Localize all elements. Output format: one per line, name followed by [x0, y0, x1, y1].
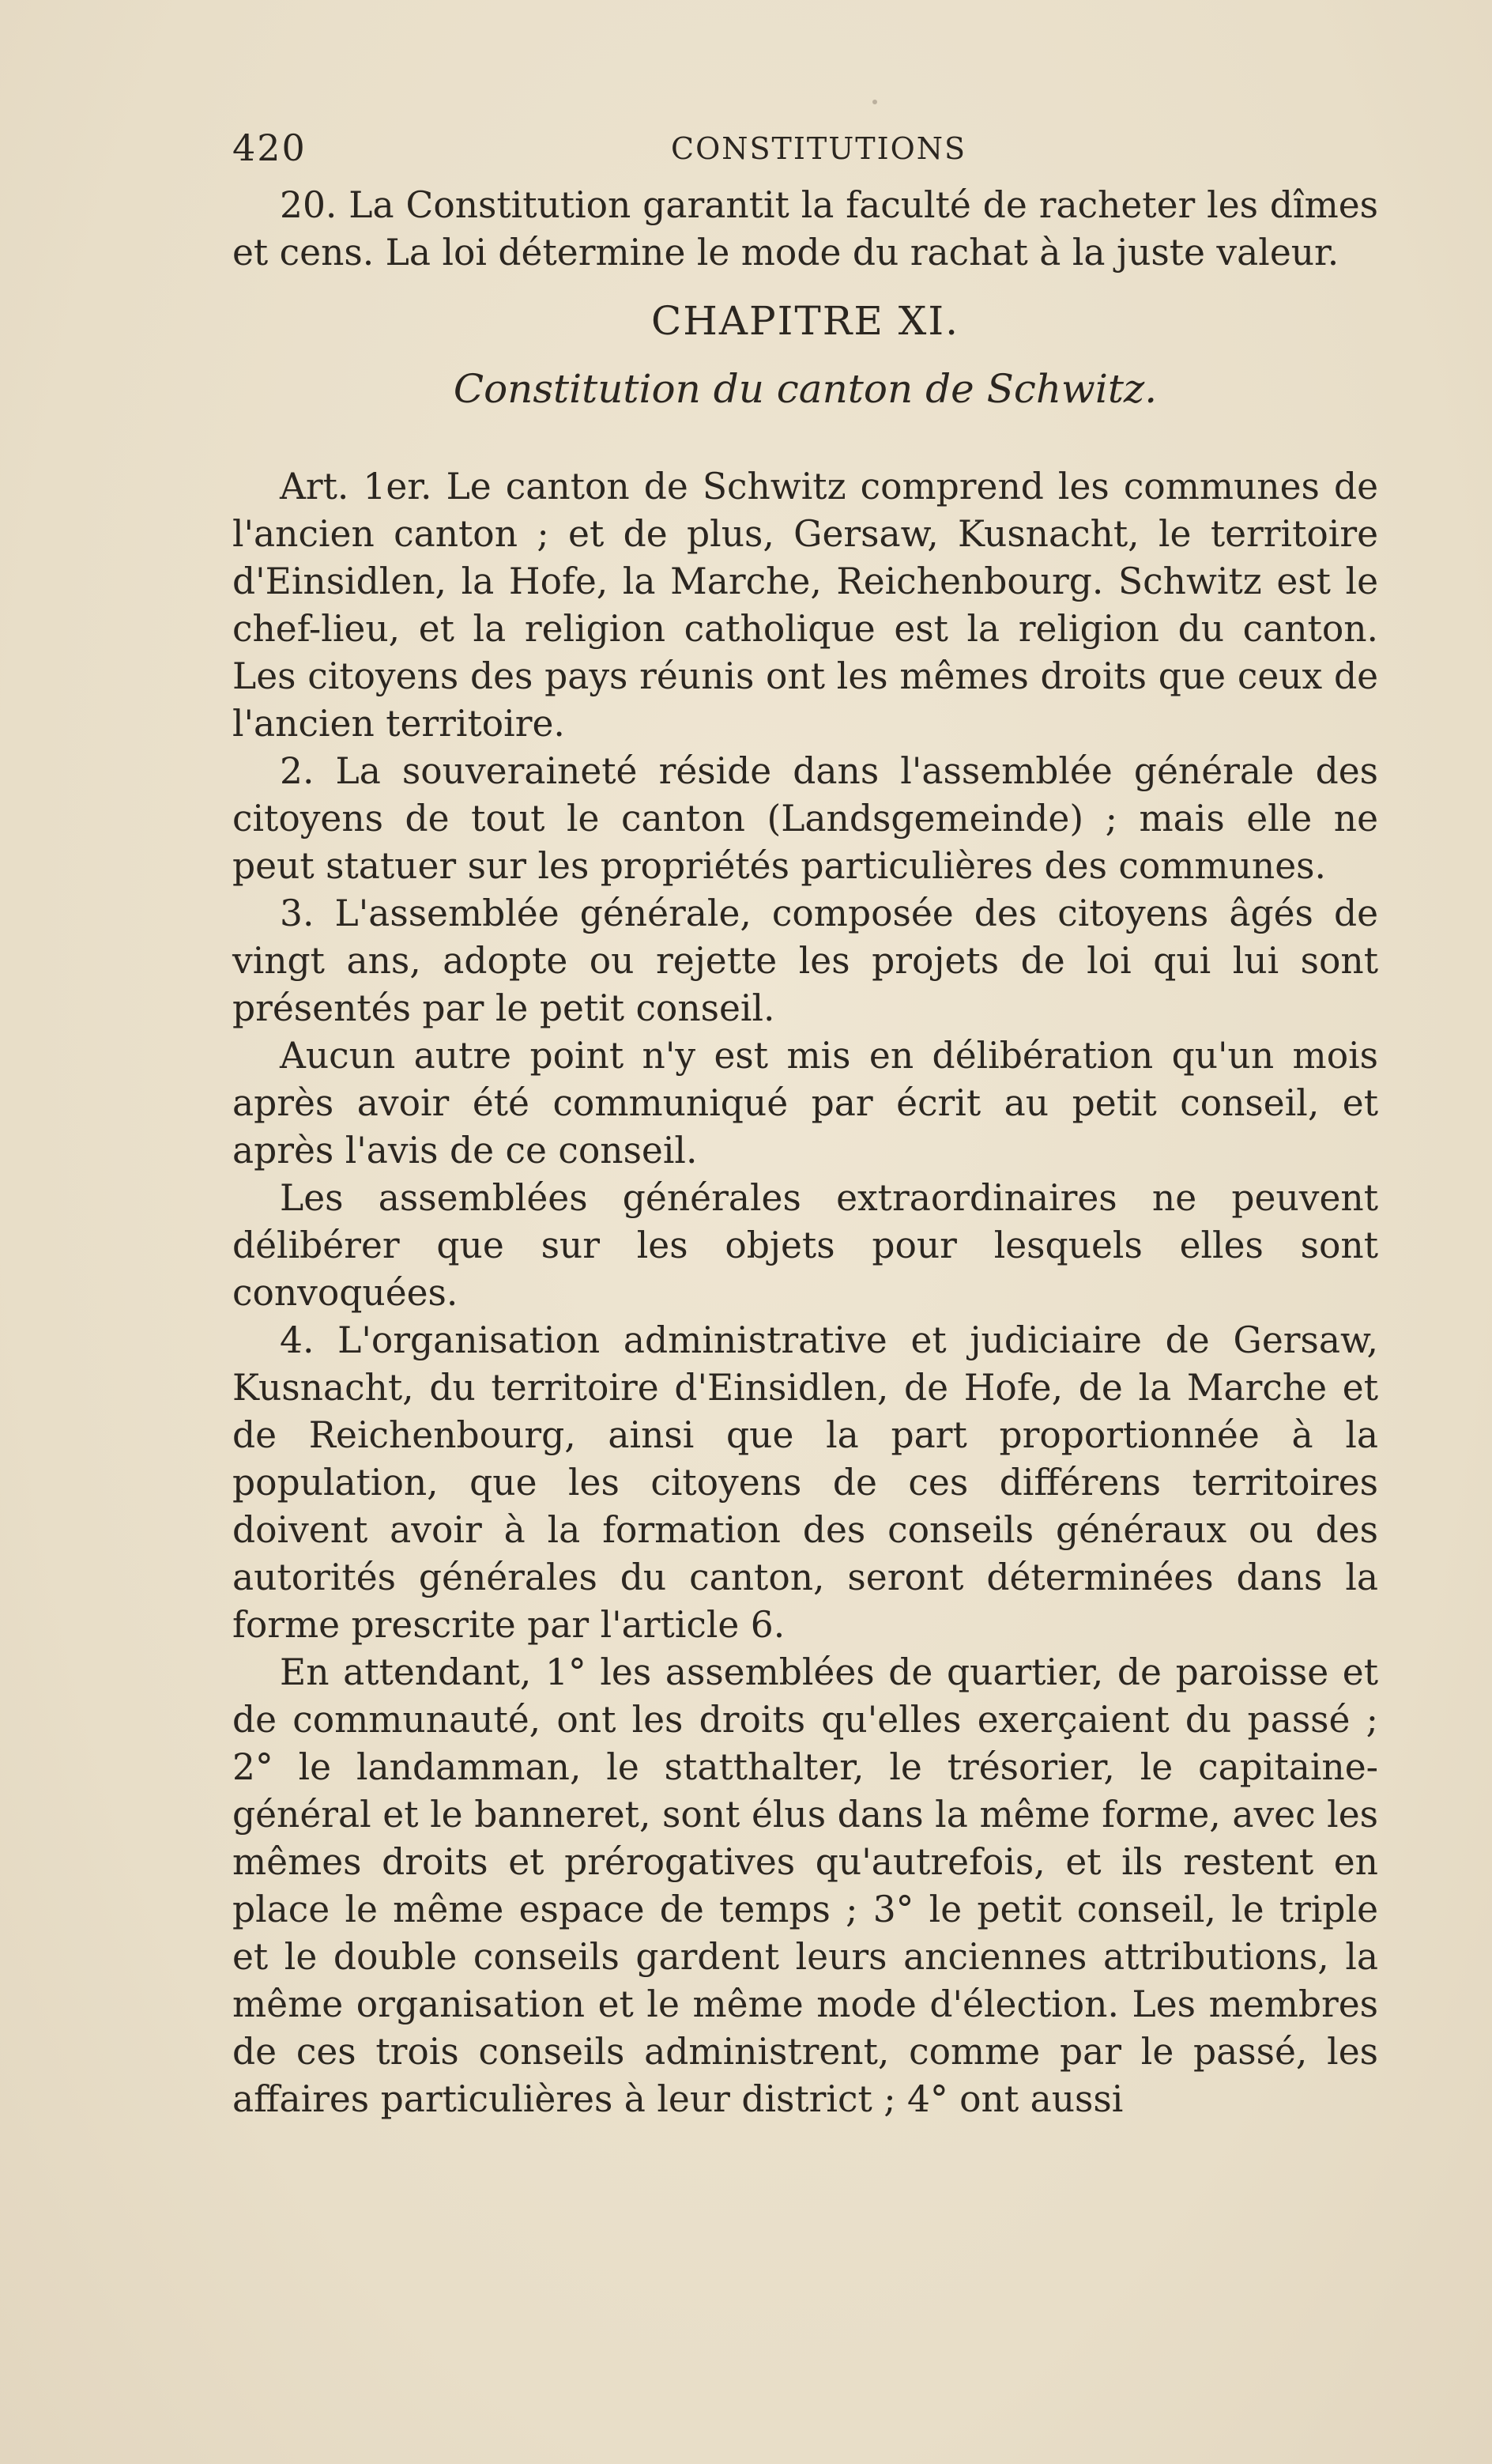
article-1: Art. 1er. Le canton de Schwitz comprend les communes de l'ancien canton ; et de plus, Gersaw, Kusnacht, le territoire d'Einsidlen, la Hofe, la Marche, Reichenbourg. Schwitz est le chef-lieu, et la religion catholique est la religion du canton. Les citoyens des pays réunis ont les mêmes droits que ceux de l'ancien territoire.	[232, 466, 1378, 745]
article-4: 4. L'organisation administrative et judiciaire de Gersaw, Kusnacht, du territoire d'Einsidlen, de Hofe, de la Marche et de Reichenbourg, ainsi que la part proportionnée à la population, que les citoyens de ces différens territoires doivent avoir à la formation des conseils généraux ou des autorités générales du canton, seront déterminées dans la forme prescrite par l'article 6.	[232, 1319, 1378, 1646]
running-head	[232, 126, 1378, 182]
chapter-title: CHAPITRE XI.	[651, 298, 959, 344]
article-20: 20. La Constitution garantit la faculté de racheter les dîmes et cens. La loi détermine le mode du rachat à la juste valeur.	[232, 184, 1378, 274]
text-block	[232, 126, 1378, 2123]
paragraph-extraordinaires: Les assemblées générales extraordinaires ne peuvent délibérer que sur les objets pour lesquels elles sont convoquées.	[232, 1177, 1378, 1314]
article-2: 2. La souveraineté réside dans l'assemblée générale des citoyens de tout le canton (Landsgemeinde) ; mais elle ne peut statuer sur les propriétés particulières des communes.	[232, 750, 1378, 887]
paragraph-aucun: Aucun autre point n'y est mis en délibération qu'un mois après avoir été communiqué par écrit au petit conseil, et après l'avis de ce conseil.	[232, 1035, 1378, 1172]
paragraph-en-attendant: En attendant, 1° les assemblées de quartier, de paroisse et de communauté, ont les droits qu'elles exerçaient du passé ; 2° le landamman, le statthalter, le trésorier, le capitaine-général et le banneret, sont élus dans la même forme, avec les mêmes droits et prérogatives qu'autrefois, et ils restent en place le même espace de temps ; 3° le petit conseil, le triple et le double conseils gardent leurs anciennes attributions, la même organisation et le même mode d'élection. Les membres de ces trois conseils administrent, comme par le passé, les affaires particulières à leur district ; 4° ont aussi	[232, 1651, 1378, 2120]
running-title: CONSTITUTIONS	[671, 131, 967, 166]
ink-speck	[872, 100, 877, 104]
page-number: 420	[232, 126, 307, 169]
section-title: Constitution du canton de Schwitz.	[453, 366, 1158, 412]
article-3: 3. L'assemblée générale, composée des citoyens âgés de vingt ans, adopte ou rejette les projets de loi qui lui sont présentés par le petit conseil.	[232, 892, 1378, 1029]
